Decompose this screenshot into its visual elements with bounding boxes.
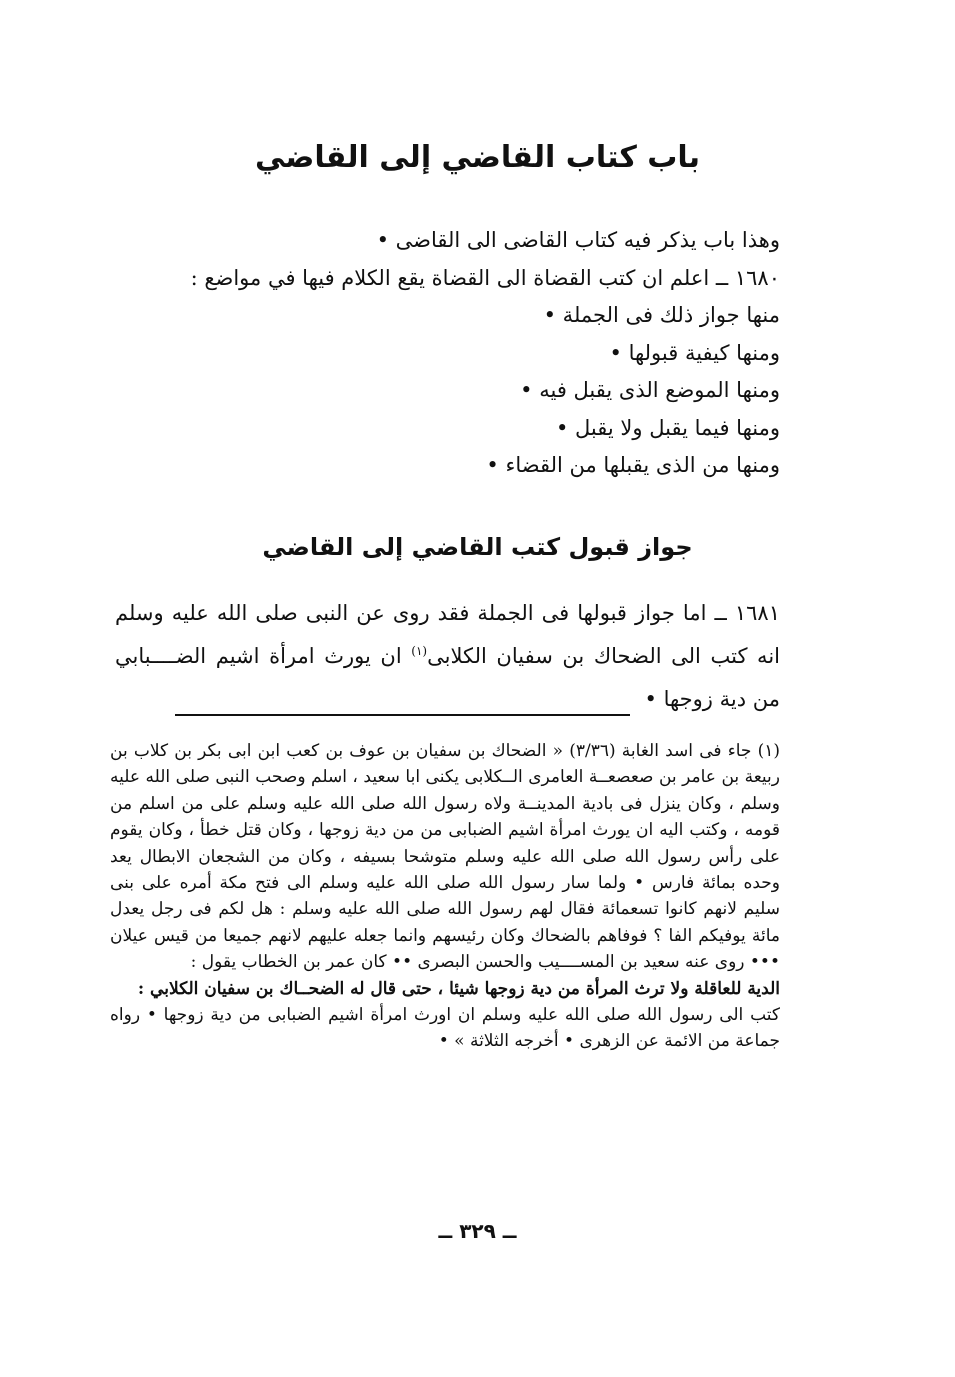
paragraph-text-continued: ان يورث امرأة اشيم الضــــبابي من دية زوجها • xyxy=(115,644,780,711)
intro-line: ومنها من الذى يقبلها من القضاء • xyxy=(486,453,780,477)
paragraph-text: ١٦٨١ ــ اما جواز قبولها فى الجملة فقد روى عن النبى صلى الله عليه وسلم انه كتب الى الضحاك بن سفيان الكلابى xyxy=(115,601,780,668)
intro-line: وهذا باب يذكر فيه كتاب القاضى الى القاضى • xyxy=(376,228,780,252)
footnote-separator xyxy=(175,714,630,716)
intro-line: ١٦٨٠ ــ اعلم ان كتب القضاة الى القضاة يقع الكلام فيها في مواضع : xyxy=(190,265,780,290)
footnote-1 xyxy=(110,738,780,1055)
section-title: جواز قبول كتب القاضي إلى القاضي xyxy=(262,533,693,561)
intro-line: ومنها الموضع الذى يقبل فيه • xyxy=(520,378,780,402)
page-number: ــ ٣٢٩ ــ xyxy=(438,1219,517,1243)
footnote-marker: (١) xyxy=(411,644,428,658)
intro-line: ومنها فيما يقبل ولا يقبل • xyxy=(555,415,780,440)
intro-list xyxy=(160,222,780,485)
chapter-title: باب كتاب القاضي إلى القاضي xyxy=(255,140,700,175)
intro-line: ومنها كيفية قبولها • xyxy=(609,340,780,365)
intro-line: منها جواز ذلك فى الجملة • xyxy=(543,303,780,327)
footnote-quote: الدية للعاقلة ولا ترث المرأة من دية زوجها شيئا ، حتى قال له الضحــاك بن سفيان الكلابي : xyxy=(137,978,780,999)
footnote-text: (١) جاء فى اسد الغابة (٣/٣٦) « الضحاك بن سفيان بن عوف بن كعب ابن ابى بكر بن كلاب بن ربيعة بن عامر بن صعصعــة العامرى الــكلابى يكنى ابا سعيد ، اسلم وصحب النبى صلى الله عليه وسلم ، وكان ينزل فى بادية المدينــة ولاه رسول الله صلى الله عليه وسلم على من اسلم من قومه ، وكتب اليه ان يورث امرأة اشيم الضبابى من من دية زوجها ، وكان قتل خطأ ، وكان يقوم على رأس رسول الله صلى الله عليه وسلم متوشحا بسيفه ، وكان من الشجعان الابطال يعد وحده بمائة فارس • ولما سار رسول الله صلى الله عليه وسلم الى فتح مكة أمره على بنى سليم لانهم كانوا تسعمائة فقال لهم رسول الله صلى الله عليه وسلم : هل لكم فى رجل يعدل مائة يوفيكم الفا ؟ فوفاهم بالضحاك وكان رئيسهم وانما جعله عليهم لانهم جميعا من قيس عيلان ••• روى عنه سعيد بن المســــيب والحسن البصرى •• كان عمر بن الخطاب يقول : xyxy=(110,741,781,973)
footnote-closing: كتب الى رسول الله صلى الله عليه وسلم ان اورث امرأة اشيم الضبابى من دية زوجها • رواه جماعة من الائمة عن الزهرى • أخرجه الثلاثة » • xyxy=(110,1005,780,1052)
paragraph-1681 xyxy=(115,592,780,721)
